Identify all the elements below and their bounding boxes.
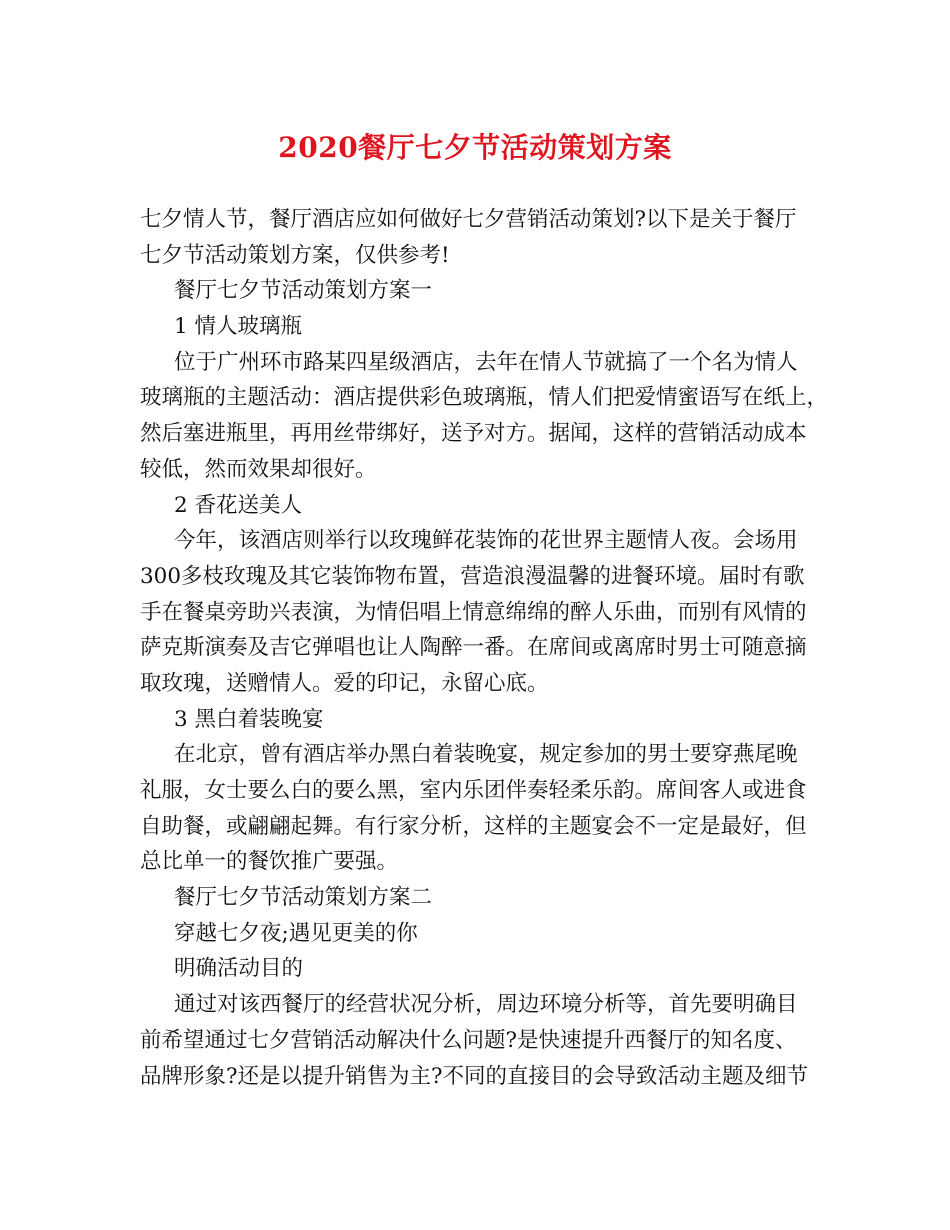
paragraph-line: 较低，然而效果却很好。 — [140, 456, 377, 482]
paragraph-line: 玻璃瓶的主题活动：酒店提供彩色玻璃瓶，情人们把爱情蜜语写在纸上， — [140, 385, 829, 411]
document-body — [140, 202, 829, 1094]
document-title: 2020餐厅七夕节活动策划方案 — [278, 131, 672, 164]
paragraph-line: 礼服，女士要么白的要么黑，室内乐团伴奏轻柔乐韵。席间客人或进食 — [140, 778, 807, 803]
paragraph-line: 取玫瑰，送赠情人。爱的印记，永留心底。 — [140, 670, 549, 696]
paragraph-line: 通过对该西餐厅的经营状况分析，周边环境分析等，首先要明确目 — [174, 992, 798, 1018]
paragraph-line: 品牌形象?还是以提升销售为主?不同的直接目的会导致活动主题及细节 — [140, 1063, 809, 1089]
paragraph-line: 手在餐桌旁助兴表演，为情侣唱上情意绵绵的醉人乐曲，而别有风情的 — [140, 599, 807, 625]
subsection-heading: 穿越七夕夜;遇见更美的你 — [174, 920, 418, 946]
paragraph-line: 然后塞进瓶里，再用丝带绑好，送予对方。据闻，这样的营销活动成本 — [140, 421, 807, 447]
section-heading: 餐厅七夕节活动策划方案一 — [174, 278, 433, 304]
paragraph-line: 自助餐，或翩翩起舞。有行家分析，这样的主题宴会不一定是最好，但 — [140, 813, 807, 839]
paragraph-line: 今年，该酒店则举行以玫瑰鲜花装饰的花世界主题情人夜。会场用 — [174, 528, 798, 554]
section-heading: 餐厅七夕节活动策划方案二 — [174, 885, 433, 911]
paragraph-line: 萨克斯演奏及吉它弹唱也让人陶醉一番。在席间或离席时男士可随意摘 — [140, 635, 807, 661]
subsection-heading: 3 黑白着装晚宴 — [174, 706, 324, 732]
paragraph-line: 位于广州环市路某四星级酒店，去年在情人节就搞了一个名为情人 — [174, 349, 798, 375]
subsection-heading: 1 情人玻璃瓶 — [174, 314, 303, 340]
subsection-heading: 2 香花送美人 — [174, 492, 303, 518]
paragraph-line: 前希望通过七夕营销活动解决什么问题?是快速提升西餐厅的知名度、 — [140, 1027, 797, 1053]
paragraph-line: 在北京，曾有酒店举办黑白着装晚宴，规定参加的男士要穿燕尾晚 — [174, 742, 798, 768]
paragraph-line: 300多枝玫瑰及其它装饰物布置，营造浪漫温馨的进餐环境。届时有歌 — [140, 563, 805, 589]
subsection-heading: 明确活动目的 — [174, 956, 304, 982]
paragraph-line: 七夕情人节，餐厅酒店应如何做好七夕营销活动策划?以下是关于餐厅 — [140, 207, 797, 232]
paragraph-line: 七夕节活动策划方案，仅供参考! — [140, 242, 450, 268]
paragraph-line: 总比单一的餐饮推广要强。 — [140, 849, 399, 875]
